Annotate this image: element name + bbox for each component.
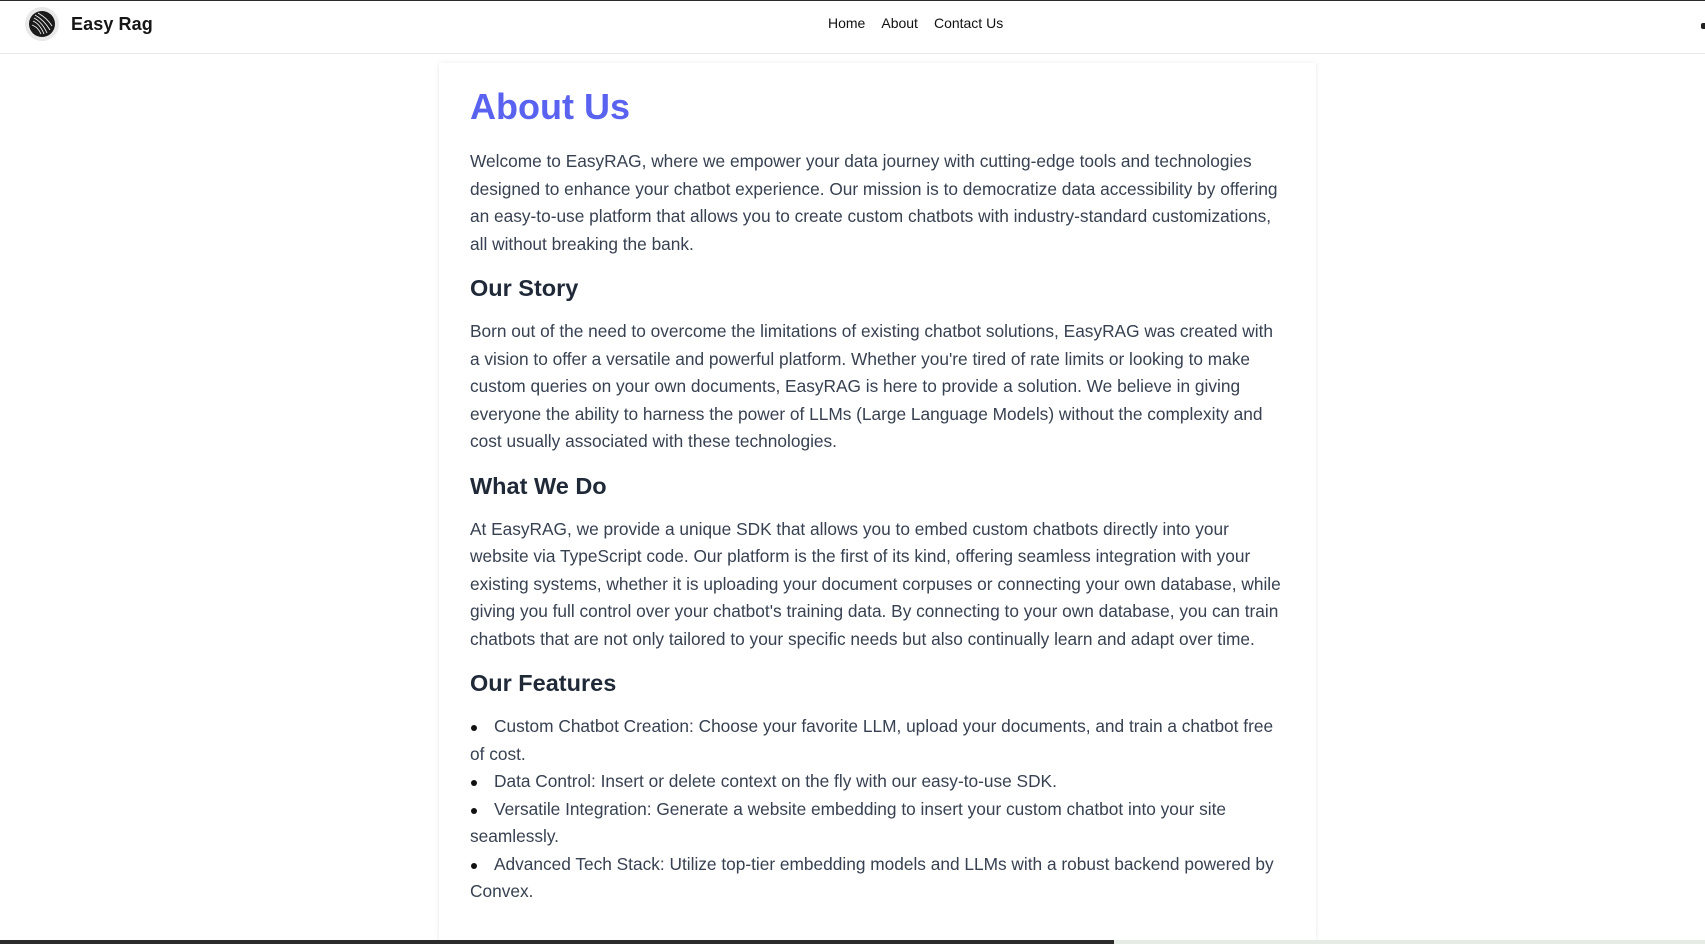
site-header <box>0 1 1705 54</box>
spiral-globe-logo-icon <box>25 7 59 41</box>
nav-contact-link[interactable]: Contact Us <box>933 15 1004 31</box>
feature-item: Advanced Tech Stack: Utilize top-tier embedding models and LLMs with a robust backend powered by Convex. <box>470 851 1285 906</box>
horizontal-scrollbar-thumb[interactable] <box>0 940 1114 944</box>
our-story-heading: Our Story <box>470 275 579 301</box>
nav-home-link[interactable]: Home <box>828 15 866 31</box>
feature-item: Versatile Integration: Generate a website embedding to insert your custom chatbot into your site seamlessly. <box>470 796 1285 851</box>
horizontal-scrollbar-track[interactable] <box>0 940 1705 944</box>
nav-about-link[interactable]: About <box>881 15 918 31</box>
feature-item: Custom Chatbot Creation: Choose your favorite LLM, upload your documents, and train a chatbot free of cost. <box>470 713 1285 768</box>
about-card <box>439 63 1316 941</box>
what-we-do-heading: What We Do <box>470 472 607 499</box>
intro-paragraph: Welcome to EasyRAG, where we empower your data journey with cutting-edge tools and technologies designed to enhance your chatbot experience. Our mission is to democratize data accessibility by offering an easy-to-use platform that allows you to create custom chatbots with industry-standard customizations, all without breaking the bank. <box>470 151 1278 254</box>
what-we-do-paragraph: At EasyRAG, we provide a unique SDK that allows you to embed custom chatbots directly into your website via TypeScript code. Our platform is the first of its kind, offering seamless integration with your existing systems, whether it is uploading your document corpuses or connecting your own database, while giving you full control over your chatbot's training data. By connecting to your own database, you can train chatbots that are not only tailored to your specific needs but also continually learn and adapt over time. <box>470 518 1281 649</box>
brand-name: Easy Rag <box>71 13 153 34</box>
page-title: About Us <box>470 86 630 127</box>
edge-indicator <box>1701 23 1705 29</box>
our-features-heading: Our Features <box>470 670 617 696</box>
our-story-paragraph: Born out of the need to overcome the limitations of existing chatbot solutions, EasyRAG was created with a vision to offer a versatile and powerful platform. Whether you're tired of rate limits or looking to make custom queries on your own documents, EasyRAG is here to provide a solution. We believe in giving everyone the ability to harness the power of LLMs (Large Language Models) without the complexity and cost usually associated with these technologies. <box>470 321 1274 451</box>
main-nav <box>828 15 1003 31</box>
brand-link[interactable] <box>25 7 153 41</box>
feature-item: Data Control: Insert or delete context on the fly with our easy-to-use SDK. <box>470 768 1285 796</box>
features-list <box>470 713 1285 906</box>
